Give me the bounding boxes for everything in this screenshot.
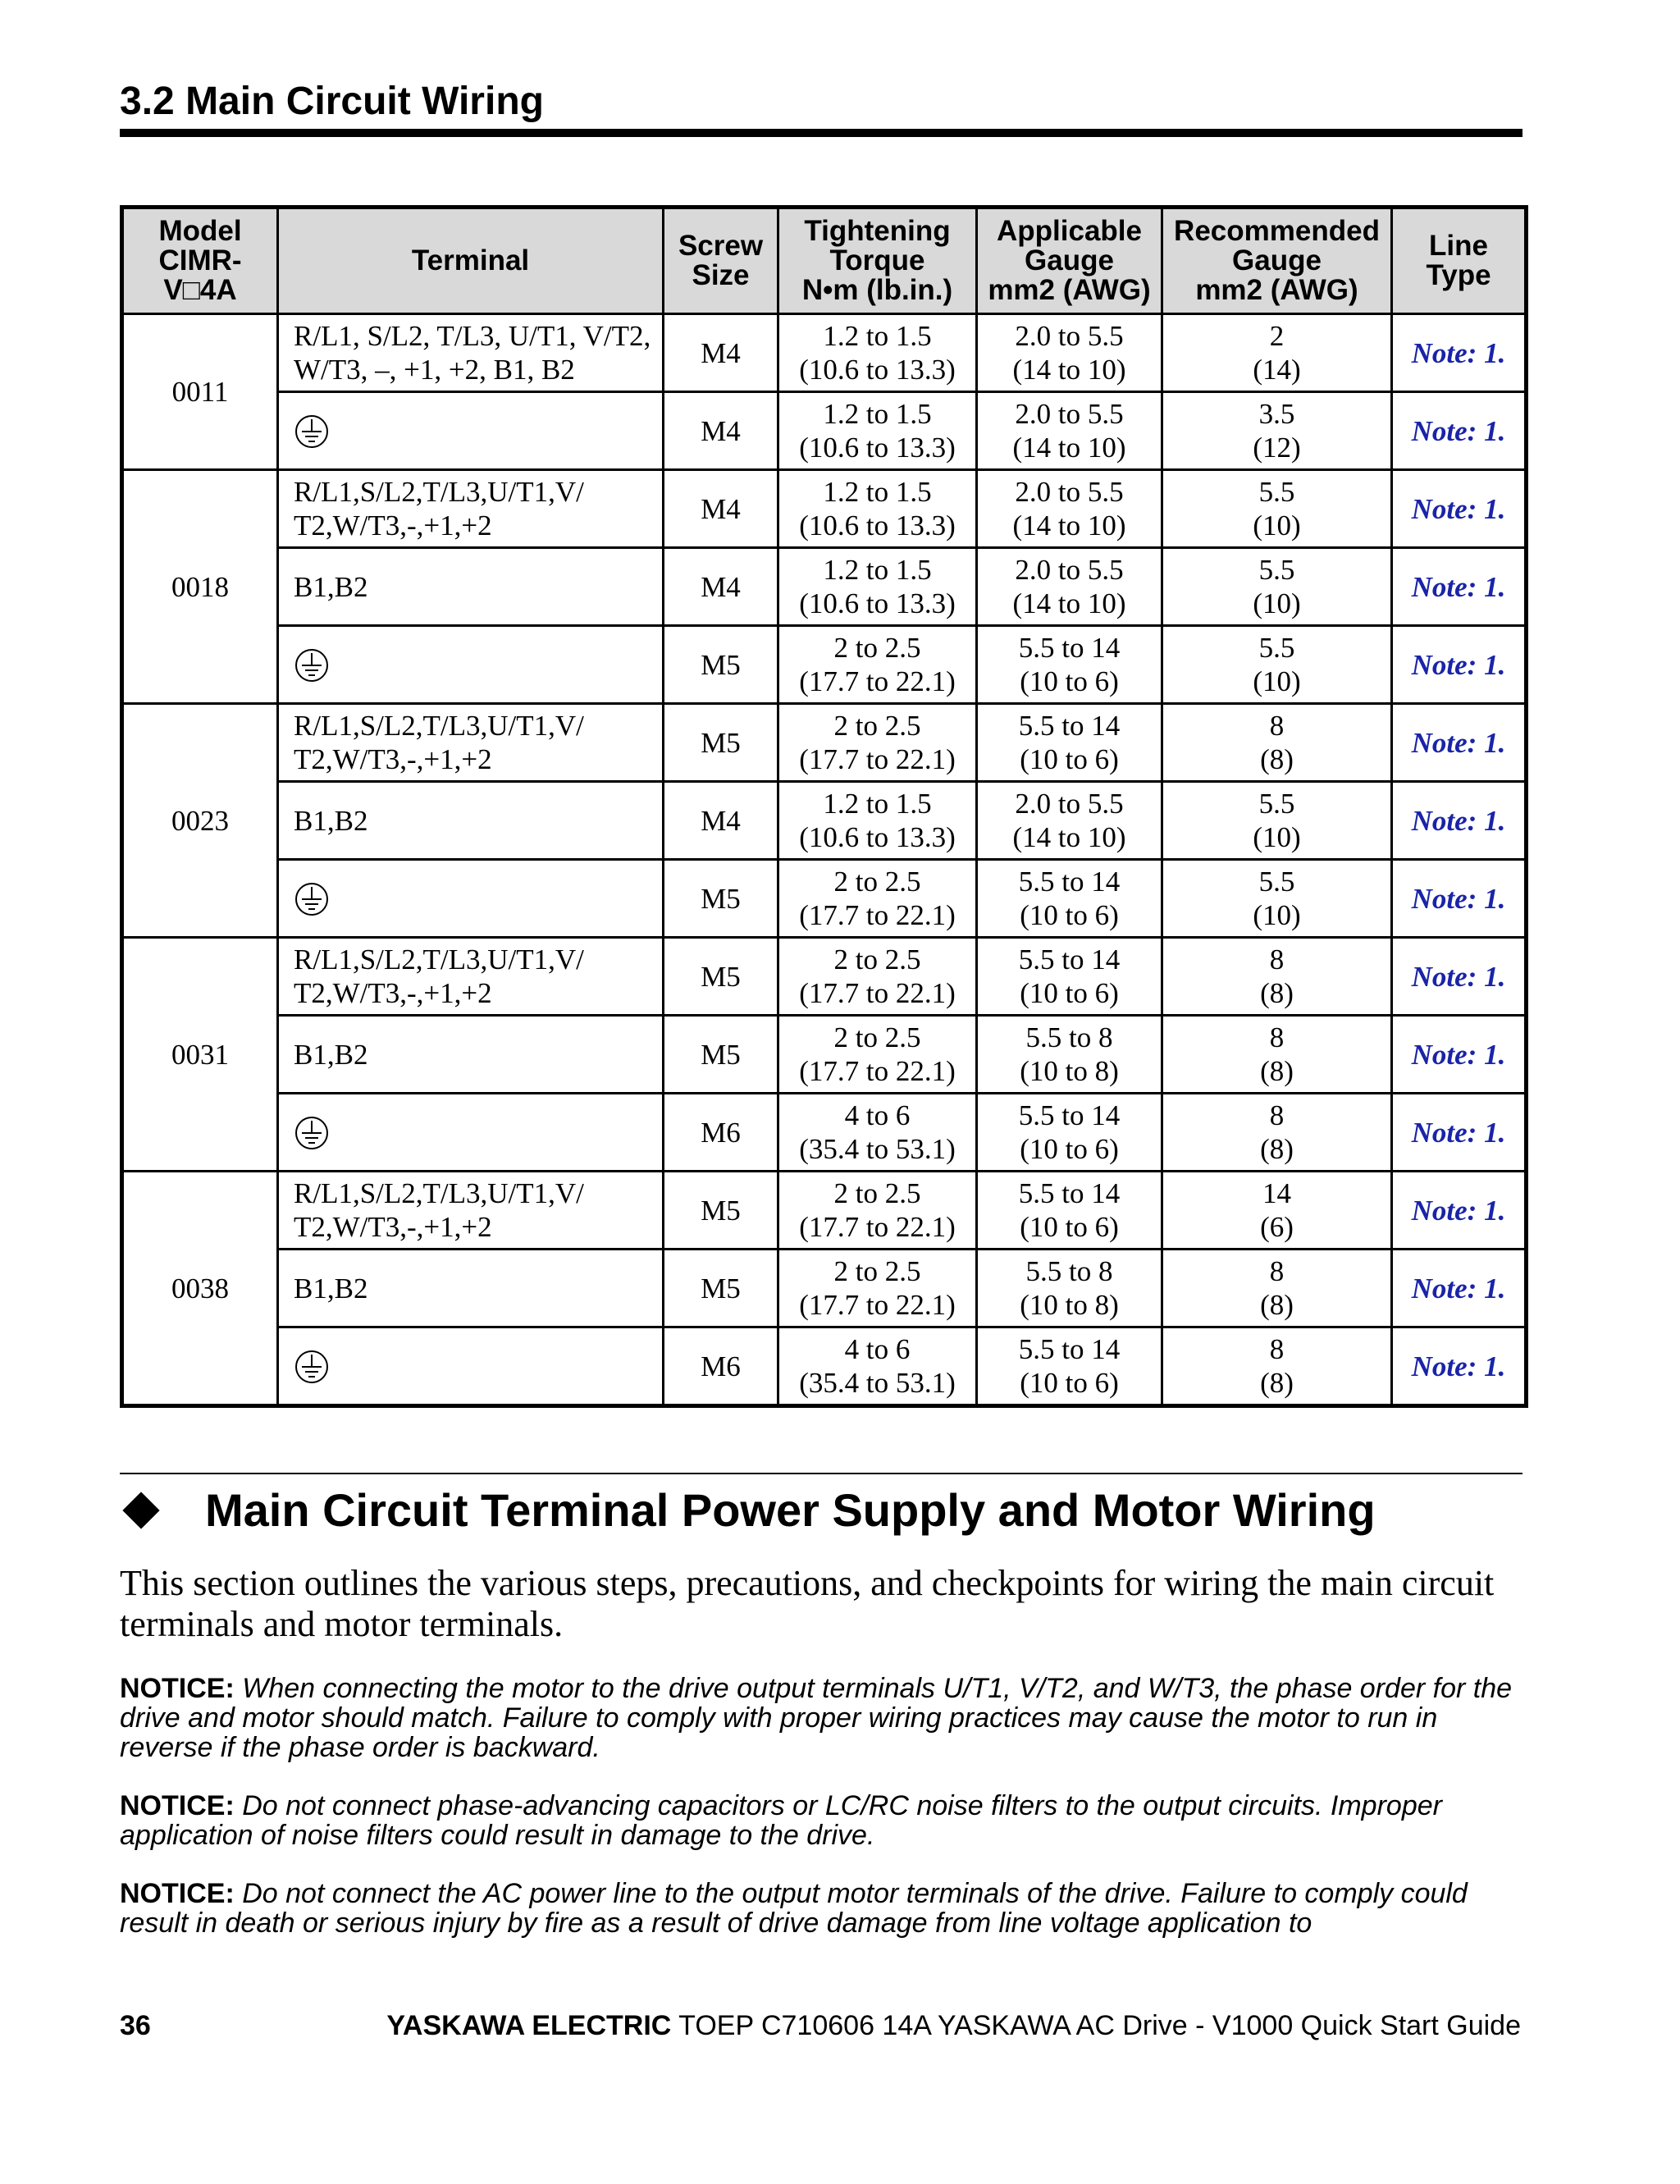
notice-1: NOTICE: When connecting the motor to the drive output terminals U/T1, V/T2, and W/T3, the phase order for the drive and motor should match. Failure to comply with proper wiring practices may cause the motor to run in reverse if the phase order is backward. [120,1673,1513,1763]
model-cell: 0038 [122,1172,278,1406]
applicable-gauge-cell: 2.0 to 5.5 (14 to 10) [977,782,1162,860]
terminal-cell: R/L1,S/L2,T/L3,U/T1,V/ T2,W/T3,-,+1,+2 [278,470,664,548]
table-row [122,1016,1527,1094]
line-type-note-link[interactable]: Note: 1. [1392,1172,1527,1250]
terminal-cell: R/L1,S/L2,T/L3,U/T1,V/ T2,W/T3,-,+1,+2 [278,938,664,1016]
screw-size-cell: M5 [664,1250,778,1327]
applicable-gauge-cell: 5.5 to 14 (10 to 6) [977,1094,1162,1172]
header-terminal: Terminal [278,208,664,314]
table-row [122,392,1527,470]
recommended-gauge-cell: 8 (8) [1162,1094,1392,1172]
section-heading [123,1483,1376,1537]
wiring-table [120,205,1528,1408]
recommended-gauge-cell: 8 (8) [1162,1250,1392,1327]
table-row [122,1250,1527,1327]
applicable-gauge-cell: 5.5 to 14 (10 to 6) [977,1172,1162,1250]
applicable-gauge-cell: 5.5 to 14 (10 to 6) [977,1327,1162,1406]
ground-icon [294,647,330,683]
table-row [122,704,1527,782]
torque-cell: 2 to 2.5 (17.7 to 22.1) [778,1172,977,1250]
recommended-gauge-cell: 5.5 (10) [1162,626,1392,704]
torque-cell: 2 to 2.5 (17.7 to 22.1) [778,860,977,938]
screw-size-cell: M4 [664,548,778,626]
torque-cell: 2 to 2.5 (17.7 to 22.1) [778,938,977,1016]
header-model: Model CIMR- V□4A [122,208,278,314]
screw-size-cell: M5 [664,626,778,704]
recommended-gauge-cell: 8 (8) [1162,704,1392,782]
line-type-note-link[interactable]: Note: 1. [1392,860,1527,938]
applicable-gauge-cell: 5.5 to 8 (10 to 8) [977,1016,1162,1094]
screw-size-cell: M4 [664,314,778,392]
table-row [122,548,1527,626]
table-row [122,470,1527,548]
torque-cell: 2 to 2.5 (17.7 to 22.1) [778,704,977,782]
ground-icon [294,881,330,917]
table-header-row [122,208,1527,314]
terminal-cell: B1,B2 [278,1016,664,1094]
header-screw-size: Screw Size [664,208,778,314]
header-torque: Tightening Torque N•m (lb.in.) [778,208,977,314]
table-row [122,314,1527,392]
screw-size-cell: M4 [664,782,778,860]
terminal-cell: R/L1, S/L2, T/L3, U/T1, V/T2, W/T3, –, +1, +2, B1, B2 [278,314,664,392]
recommended-gauge-cell: 8 (8) [1162,938,1392,1016]
table-row [122,1327,1527,1406]
notice-3: NOTICE: Do not connect the AC power line to the output motor terminals of the drive. Failure to comply could result in death or serious injury by fire as a result of drive damage from line voltage application to [120,1878,1468,1939]
intro-paragraph: This section outlines the various steps, precautions, and checkpoints for wiring the main circuit terminals and motor terminals. [120,1563,1495,1644]
line-type-note-link[interactable]: Note: 1. [1392,1250,1527,1327]
torque-cell: 1.2 to 1.5 (10.6 to 13.3) [778,470,977,548]
applicable-gauge-cell: 5.5 to 14 (10 to 6) [977,938,1162,1016]
line-type-note-link[interactable]: Note: 1. [1392,1327,1527,1406]
applicable-gauge-cell: 2.0 to 5.5 (14 to 10) [977,548,1162,626]
terminal-cell [278,392,664,470]
terminal-cell [278,1327,664,1406]
line-type-note-link[interactable]: Note: 1. [1392,626,1527,704]
header-applicable-gauge: Applicable Gauge mm2 (AWG) [977,208,1162,314]
recommended-gauge-cell: 5.5 (10) [1162,548,1392,626]
diamond-bullet-icon [122,1492,159,1528]
line-type-note-link[interactable]: Note: 1. [1392,938,1527,1016]
section-title: 3.2 Main Circuit Wiring [120,80,544,123]
line-type-note-link[interactable]: Note: 1. [1392,1094,1527,1172]
table-row [122,860,1527,938]
terminal-cell [278,626,664,704]
screw-size-cell: M5 [664,860,778,938]
torque-cell: 2 to 2.5 (17.7 to 22.1) [778,1250,977,1327]
torque-cell: 1.2 to 1.5 (10.6 to 13.3) [778,314,977,392]
torque-cell: 1.2 to 1.5 (10.6 to 13.3) [778,548,977,626]
torque-cell: 4 to 6 (35.4 to 53.1) [778,1327,977,1406]
torque-cell: 1.2 to 1.5 (10.6 to 13.3) [778,782,977,860]
terminal-cell: B1,B2 [278,1250,664,1327]
screw-size-cell: M4 [664,470,778,548]
terminal-cell: R/L1,S/L2,T/L3,U/T1,V/ T2,W/T3,-,+1,+2 [278,704,664,782]
line-type-note-link[interactable]: Note: 1. [1392,704,1527,782]
table-row [122,626,1527,704]
applicable-gauge-cell: 5.5 to 14 (10 to 6) [977,626,1162,704]
header-line-type: Line Type [1392,208,1527,314]
torque-cell: 4 to 6 (35.4 to 53.1) [778,1094,977,1172]
applicable-gauge-cell: 5.5 to 14 (10 to 6) [977,704,1162,782]
page-number: 36 [120,2010,151,2041]
heading-text: Main Circuit Terminal Power Supply and Motor Wiring [205,1484,1376,1536]
footer-doc-title: YASKAWA ELECTRIC TOEP C710606 14A YASKAWA AC Drive - V1000 Quick Start Guide [386,2010,1521,2041]
terminal-cell: B1,B2 [278,548,664,626]
title-rule [120,129,1522,137]
table-row [122,1094,1527,1172]
screw-size-cell: M5 [664,1016,778,1094]
applicable-gauge-cell: 2.0 to 5.5 (14 to 10) [977,392,1162,470]
screw-size-cell: M5 [664,938,778,1016]
torque-cell: 1.2 to 1.5 (10.6 to 13.3) [778,392,977,470]
applicable-gauge-cell: 5.5 to 14 (10 to 6) [977,860,1162,938]
line-type-note-link[interactable]: Note: 1. [1392,548,1527,626]
ground-icon [294,1349,330,1385]
table-row [122,1172,1527,1250]
recommended-gauge-cell: 5.5 (10) [1162,470,1392,548]
line-type-note-link[interactable]: Note: 1. [1392,392,1527,470]
recommended-gauge-cell: 5.5 (10) [1162,782,1392,860]
recommended-gauge-cell: 8 (8) [1162,1327,1392,1406]
section-divider [120,1473,1522,1474]
terminal-cell: R/L1,S/L2,T/L3,U/T1,V/ T2,W/T3,-,+1,+2 [278,1172,664,1250]
screw-size-cell: M6 [664,1094,778,1172]
recommended-gauge-cell: 5.5 (10) [1162,860,1392,938]
torque-cell: 2 to 2.5 (17.7 to 22.1) [778,626,977,704]
screw-size-cell: M5 [664,704,778,782]
terminal-cell: B1,B2 [278,782,664,860]
screw-size-cell: M6 [664,1327,778,1406]
ground-icon [294,1115,330,1151]
recommended-gauge-cell: 2 (14) [1162,314,1392,392]
line-type-note-link[interactable]: Note: 1. [1392,1016,1527,1094]
table-row [122,782,1527,860]
model-cell: 0023 [122,704,278,938]
torque-cell: 2 to 2.5 (17.7 to 22.1) [778,1016,977,1094]
applicable-gauge-cell: 2.0 to 5.5 (14 to 10) [977,314,1162,392]
model-cell: 0011 [122,314,278,470]
ground-icon [294,413,330,450]
applicable-gauge-cell: 5.5 to 8 (10 to 8) [977,1250,1162,1327]
recommended-gauge-cell: 3.5 (12) [1162,392,1392,470]
screw-size-cell: M4 [664,392,778,470]
applicable-gauge-cell: 2.0 to 5.5 (14 to 10) [977,470,1162,548]
screw-size-cell: M5 [664,1172,778,1250]
line-type-note-link[interactable]: Note: 1. [1392,470,1527,548]
line-type-note-link[interactable]: Note: 1. [1392,782,1527,860]
line-type-note-link[interactable]: Note: 1. [1392,314,1527,392]
model-cell: 0018 [122,470,278,704]
terminal-cell [278,860,664,938]
notice-2: NOTICE: Do not connect phase-advancing capacitors or LC/RC noise filters to the output circuits. Improper application of noise filters could result in damage to the drive. [120,1790,1442,1851]
table-row [122,938,1527,1016]
recommended-gauge-cell: 8 (8) [1162,1016,1392,1094]
header-recommended-gauge: Recommended Gauge mm2 (AWG) [1162,208,1392,314]
model-cell: 0031 [122,938,278,1172]
terminal-cell [278,1094,664,1172]
recommended-gauge-cell: 14 (6) [1162,1172,1392,1250]
